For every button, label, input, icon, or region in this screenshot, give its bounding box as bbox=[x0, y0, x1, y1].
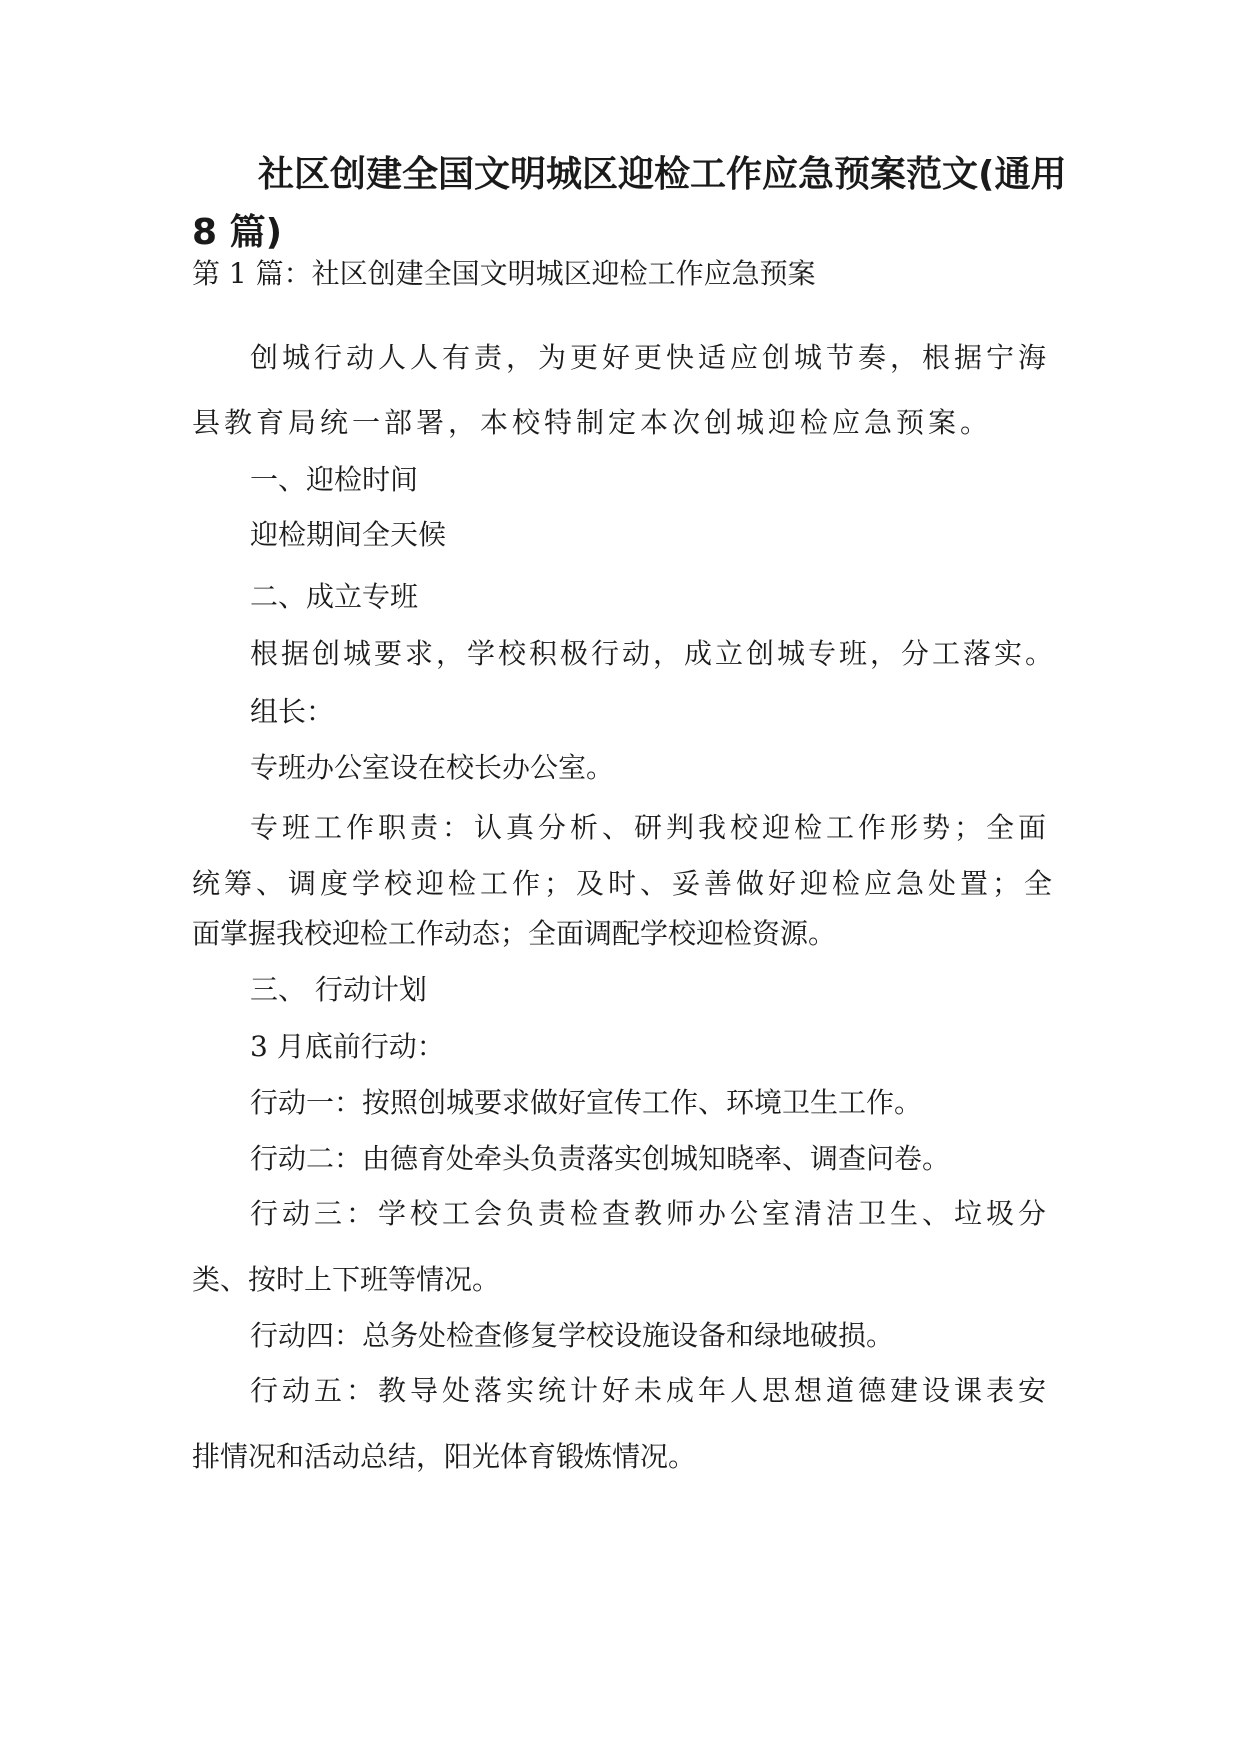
paragraph-line: 迎检期间全天候 bbox=[250, 518, 447, 551]
paragraph-line: 行动五：教导处落实统计好未成年人思想道德建设课表安 bbox=[250, 1374, 1051, 1407]
paragraph-line: 3 月底前行动： bbox=[250, 1030, 445, 1063]
paragraph-line: 县教育局统一部署，本校特制定本次创城迎检应急预案。 bbox=[192, 406, 993, 439]
section-heading: 第 1 篇：社区创建全国文明城区迎检工作应急预案 bbox=[192, 257, 816, 290]
paragraph-line: 行动三：学校工会负责检查教师办公室清洁卫生、垃圾分 bbox=[250, 1197, 1051, 1230]
paragraph-line: 类、按时上下班等情况。 bbox=[192, 1263, 501, 1296]
paragraph-line: 统筹、调度学校迎检工作；及时、妥善做好迎检应急处置；全 bbox=[192, 867, 1057, 900]
paragraph-line: 专班办公室设在校长办公室。 bbox=[250, 751, 615, 784]
paragraph-line: 根据创城要求，学校积极行动，成立创城专班，分工落实。 bbox=[250, 637, 1057, 670]
subheading: 二、成立专班 bbox=[250, 580, 419, 613]
subheading: 一、迎检时间 bbox=[250, 463, 419, 496]
subheading: 三、 行动计划 bbox=[250, 973, 427, 1006]
paragraph-line: 行动四：总务处检查修复学校设施设备和绿地破损。 bbox=[250, 1319, 895, 1352]
paragraph-line: 行动一：按照创城要求做好宣传工作、环境卫生工作。 bbox=[250, 1086, 923, 1119]
paragraph-line: 行动二：由德育处牵头负责落实创城知晓率、调查问卷。 bbox=[250, 1142, 951, 1175]
paragraph-line: 专班工作职责：认真分析、研判我校迎检工作形势；全面 bbox=[250, 811, 1051, 844]
paragraph-line: 创城行动人人有责，为更好更快适应创城节奏，根据宁海 bbox=[250, 341, 1051, 374]
paragraph-line: 面掌握我校迎检工作动态；全面调配学校迎检资源。 bbox=[192, 917, 837, 950]
paragraph-line: 组长： bbox=[250, 695, 335, 728]
document-title: 社区创建全国文明城区迎检工作应急预案范文(通用 8 篇) bbox=[192, 154, 1067, 253]
paragraph-line: 排情况和活动总结，阳光体育锻炼情况。 bbox=[192, 1440, 697, 1473]
